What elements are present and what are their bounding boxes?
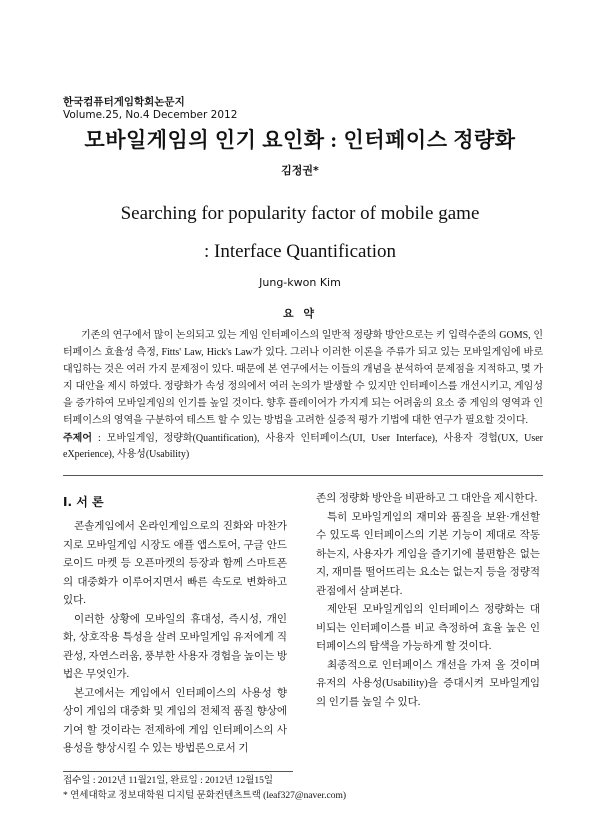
- journal-name: 한국컴퓨터게임학회논문지: [63, 96, 185, 108]
- footnote-dates: 접수일 : 2012년 11월21일, 완료일 : 2012년 12월15일: [63, 776, 274, 786]
- left-paragraph-2: 이러한 상황에 모바일의 휴대성, 즉시성, 개인화, 상호작용 특성을 살려 모바일게임 유저에게 직관성, 자연스러움, 풍부한 사용자 경험을 높이는 방법은 무엇인가.: [63, 613, 287, 680]
- keywords-label: 주제어: [63, 433, 92, 444]
- right-column: [316, 490, 540, 712]
- title-english-line1: Searching for popularity factor of mobile game: [120, 203, 480, 224]
- abstract-heading: 요 약: [282, 307, 318, 320]
- footnote-affiliation: * 연세대학교 정보대학원 디지털 문화컨텐츠트랙 (leaf327@naver.com): [63, 791, 347, 801]
- journal-volume: Volume.25, No.4 December 2012: [63, 109, 238, 121]
- footnote-divider: [63, 771, 293, 772]
- title-korean: 모바일게임의 인기 요인화 : 인터페이스 정량화: [84, 128, 516, 152]
- keywords-text: : 모바일게임, 정량화(Quantification), 사용자 인터페이스(UI, User Interface), 사용자 경험(UX, User eXperience), 사용성(Usability): [63, 433, 543, 460]
- left-paragraph-1: 콘솔게임에서 온라인게임으로의 진화와 마찬가지로 모바일게임 시장도 애플 앱스토어, 구글 안드로이드 마켓 등 오픈마켓의 등장과 함께 스마트폰의 대중화가 이루어지면서 빠른 속도로 변화하고 있다.: [63, 521, 287, 606]
- right-paragraph-3: 제안된 모바일게임의 인터페이스 정량화는 대비되는 인터페이스를 비교 측정하여 효율 높은 인터페이스의 탐색을 가능하게 할 것이다.: [316, 604, 540, 652]
- left-column: [63, 518, 287, 759]
- section-divider: [63, 475, 543, 476]
- title-english-line2: : Interface Quantification: [203, 241, 396, 262]
- keywords: [63, 431, 543, 463]
- abstract-text: 기존의 연구에서 많이 논의되고 있는 게임 인터페이스의 일반적 정량화 방안으로는 키 입력수준의 GOMS, 인터페이스 효율성 측정, Fitts' Law, Hick's Law가 있다. 그러나 이러한 이론을 주류가 되고 있는 모바일게임에 바로 대입하는 것은 여러 가지 문제점이 있다. 때문에 본 연구에서는 이들의 개념을 분석하여 문제점을 지적하고, 몇 가지 대안을 제시 하였다. 정량화가 속성 정의에서 여러 논의가 발생할 수 있지만 인터페이스를 개선시키고, 게임성을 증가하여 모바일게임의 인기를 높일 것이다. 향후 플레이어가 가지게 되는 어려움의 요소 중 게임의 영역과 인터페이스의 영역을 구분하여 테스트 할 수 있는 방법을 고려한 실증적 평가 기법에 대한 연구가 필요할 것이다.: [63, 330, 543, 426]
- author-english: Jung-kwon Kim: [259, 276, 341, 289]
- section-heading-introduction: Ⅰ. 서 론: [63, 495, 104, 509]
- right-paragraph-2: 특히 모바일게임의 재미와 품질을 보완·개선할 수 있도록 인터페이스의 기본 기능이 제대로 작동하는지, 사용자가 게임을 즐기기에 불편함은 없는지, 재미를 떨어뜨리는 요소는 없는지 등을 정량적 관점에서 살펴본다.: [316, 511, 540, 597]
- left-paragraph-3: 본고에서는 게임에서 인터페이스의 사용성 향상이 게임의 대중화 및 게임의 전체적 품질 향상에 기여 할 것이라는 전제하에 게임 인터페이스의 사용성을 향상시킬 수 있는 방법론으로서 기: [63, 687, 287, 754]
- author-korean: 김정권*: [281, 164, 319, 177]
- right-paragraph-1: 존의 정량화 방안을 비판하고 그 대안을 제시한다.: [316, 493, 538, 504]
- right-paragraph-4: 최종적으로 인터페이스 개선을 가져 올 것이며 유저의 사용성(Usability)을 증대시켜 모바일게임의 인기를 높일 수 있다.: [316, 659, 540, 708]
